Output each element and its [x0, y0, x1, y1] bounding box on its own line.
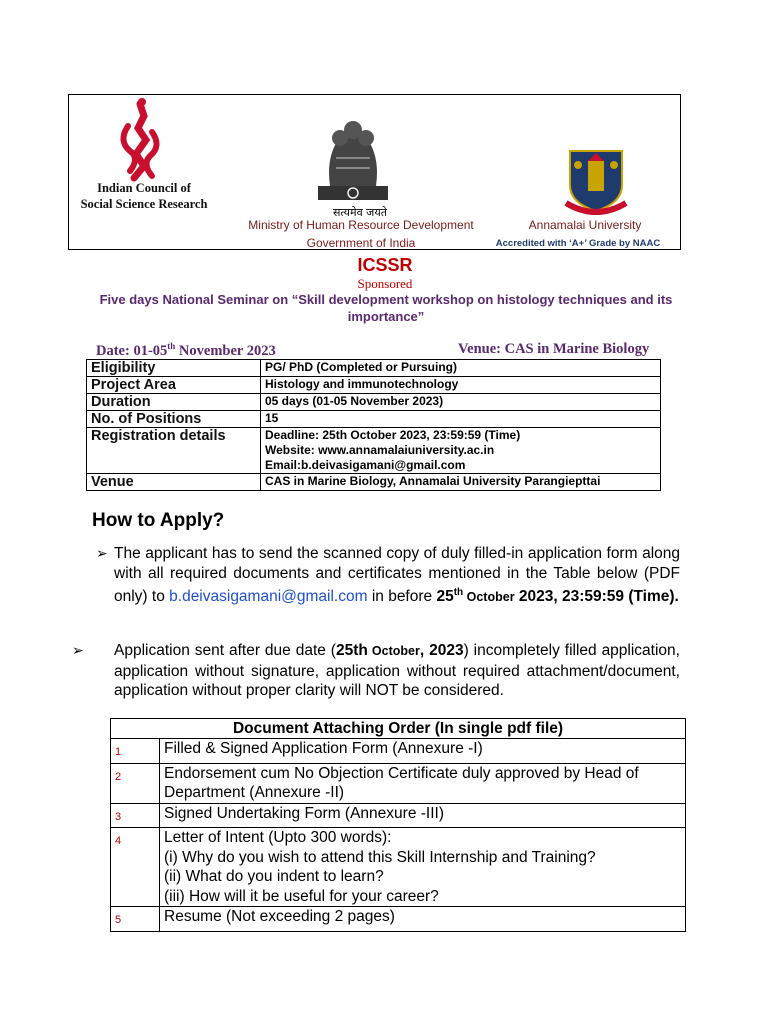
details-key: Project Area	[87, 377, 261, 394]
details-key: Registration details	[87, 428, 261, 474]
row-number: 4	[111, 828, 160, 907]
details-value: CAS in Marine Biology, Annamalai University Parangiepttai	[261, 474, 661, 491]
row-line: Endorsement cum No Objection Certificate duly approved by Head of	[164, 764, 639, 782]
details-value: 15	[261, 411, 661, 428]
row-text	[160, 828, 686, 907]
registration-deadline: Deadline: 25th October 2023, 23:59:59 (Time)	[265, 428, 521, 442]
accreditation-text: Accredited with ‘A+’ Grade by NAAC	[495, 238, 661, 249]
row-number: 3	[111, 803, 160, 828]
seminar-title: Five days National Seminar on “Skill development workshop on histology techniques and its importance”	[99, 292, 673, 324]
government-name: Government of India	[306, 236, 416, 250]
row-text	[160, 907, 686, 932]
venue-line: Venue: CAS in Marine Biology	[458, 341, 650, 357]
row-number: 5	[111, 907, 160, 932]
row-text	[160, 803, 686, 828]
point1-year: 2023, 23:59:59 (Time).	[514, 588, 679, 606]
date-sup: th	[167, 341, 176, 351]
row-line: Resume (Not exceeding 2 pages)	[164, 908, 395, 925]
row-line: Department (Annexure -II)	[164, 784, 345, 801]
date-prefix: Date: 01-05	[96, 342, 168, 359]
point2-pre: Application sent after due date (	[114, 642, 336, 659]
row-number: 2	[111, 763, 160, 803]
date-suffix: November 2023	[175, 342, 276, 359]
details-value: Histology and immunotechnology	[261, 377, 661, 394]
point1-text: The applicant has to send the scanned copy of duly filled-in application form along with all required documents and certificates mentioned in the Table below (PDF only) to	[114, 545, 680, 606]
ministry-name: Ministry of Human Resource Development	[248, 218, 474, 232]
email-link[interactable]: b.deivasigamani@gmail.com	[169, 588, 368, 606]
row-line: (iii) How will it be useful for your career?	[164, 887, 439, 905]
details-key: Venue	[87, 474, 261, 491]
icssr-name	[76, 180, 212, 212]
icssr-name-line2: Social Science Research	[80, 197, 208, 211]
row-line: Filled & Signed Application Form (Annexure -I)	[164, 740, 483, 757]
point2-post: ) incompletely filled application, application without signature, application without required attachment/document, application without proper clarity will NOT be considered.	[114, 642, 680, 699]
details-row-eligibility	[87, 360, 661, 377]
row-number: 1	[111, 739, 160, 764]
sponsored-label: Sponsored	[357, 276, 413, 291]
details-key: Duration	[87, 394, 261, 411]
national-emblem-icon	[300, 108, 406, 214]
icssr-name-line1: Indian Council of	[97, 181, 191, 195]
row-line: Letter of Intent (Upto 300 words):	[164, 829, 392, 846]
row-line: Signed Undertaking Form (Annexure -III)	[164, 804, 444, 822]
details-key: Eligibility	[87, 360, 261, 377]
row-line: (ii) What do you indent to learn?	[164, 868, 384, 885]
registration-website[interactable]: Website: www.annamalaiuniversity.ac.in	[265, 443, 495, 457]
details-row-project-area	[87, 377, 661, 394]
details-value: PG/ PhD (Completed or Pursuing)	[261, 360, 661, 377]
point1-sup: th	[453, 587, 464, 598]
how-to-apply-heading: How to Apply?	[92, 510, 225, 531]
table-row	[111, 907, 686, 932]
table-row	[111, 763, 686, 803]
point1-after: in before	[367, 588, 437, 606]
emblem-motto: सत्यमेव जयते	[332, 206, 387, 219]
row-line: (i) Why do you wish to attend this Skill Internship and Training?	[164, 848, 596, 866]
row-text	[160, 763, 686, 803]
point2-month: October	[367, 644, 420, 658]
table-row	[111, 828, 686, 907]
doc-table-header-row	[111, 719, 686, 739]
page-title: ICSSR	[357, 255, 413, 275]
point2-year: , 2023	[419, 642, 464, 659]
table-row	[111, 739, 686, 764]
details-row-registration	[87, 428, 661, 474]
point2-day: 25th	[335, 642, 368, 659]
apply-point-1	[114, 544, 680, 608]
bullet-arrow-icon: ➢	[72, 642, 84, 658]
registration-email[interactable]: Email:b.deivasigamani@gmail.com	[265, 458, 466, 472]
apply-point-2	[114, 641, 680, 701]
details-key: No. of Positions	[87, 411, 261, 428]
annamalai-university-logo-icon	[560, 145, 632, 217]
details-table	[86, 359, 661, 491]
details-row-venue	[87, 474, 661, 491]
details-row-positions	[87, 411, 661, 428]
date-line	[96, 341, 276, 360]
point1-month: October	[463, 590, 515, 605]
details-value	[261, 428, 661, 474]
details-value: 05 days (01-05 November 2023)	[261, 394, 661, 411]
details-row-duration	[87, 394, 661, 411]
table-row	[111, 803, 686, 828]
doc-table-heading: Document Attaching Order (In single pdf file)	[111, 719, 686, 739]
bullet-arrow-icon: ➢	[96, 545, 108, 561]
point1-day: 25	[436, 588, 454, 606]
document-order-table	[110, 718, 686, 932]
university-name: Annamalai University	[528, 218, 642, 232]
row-text	[160, 739, 686, 764]
